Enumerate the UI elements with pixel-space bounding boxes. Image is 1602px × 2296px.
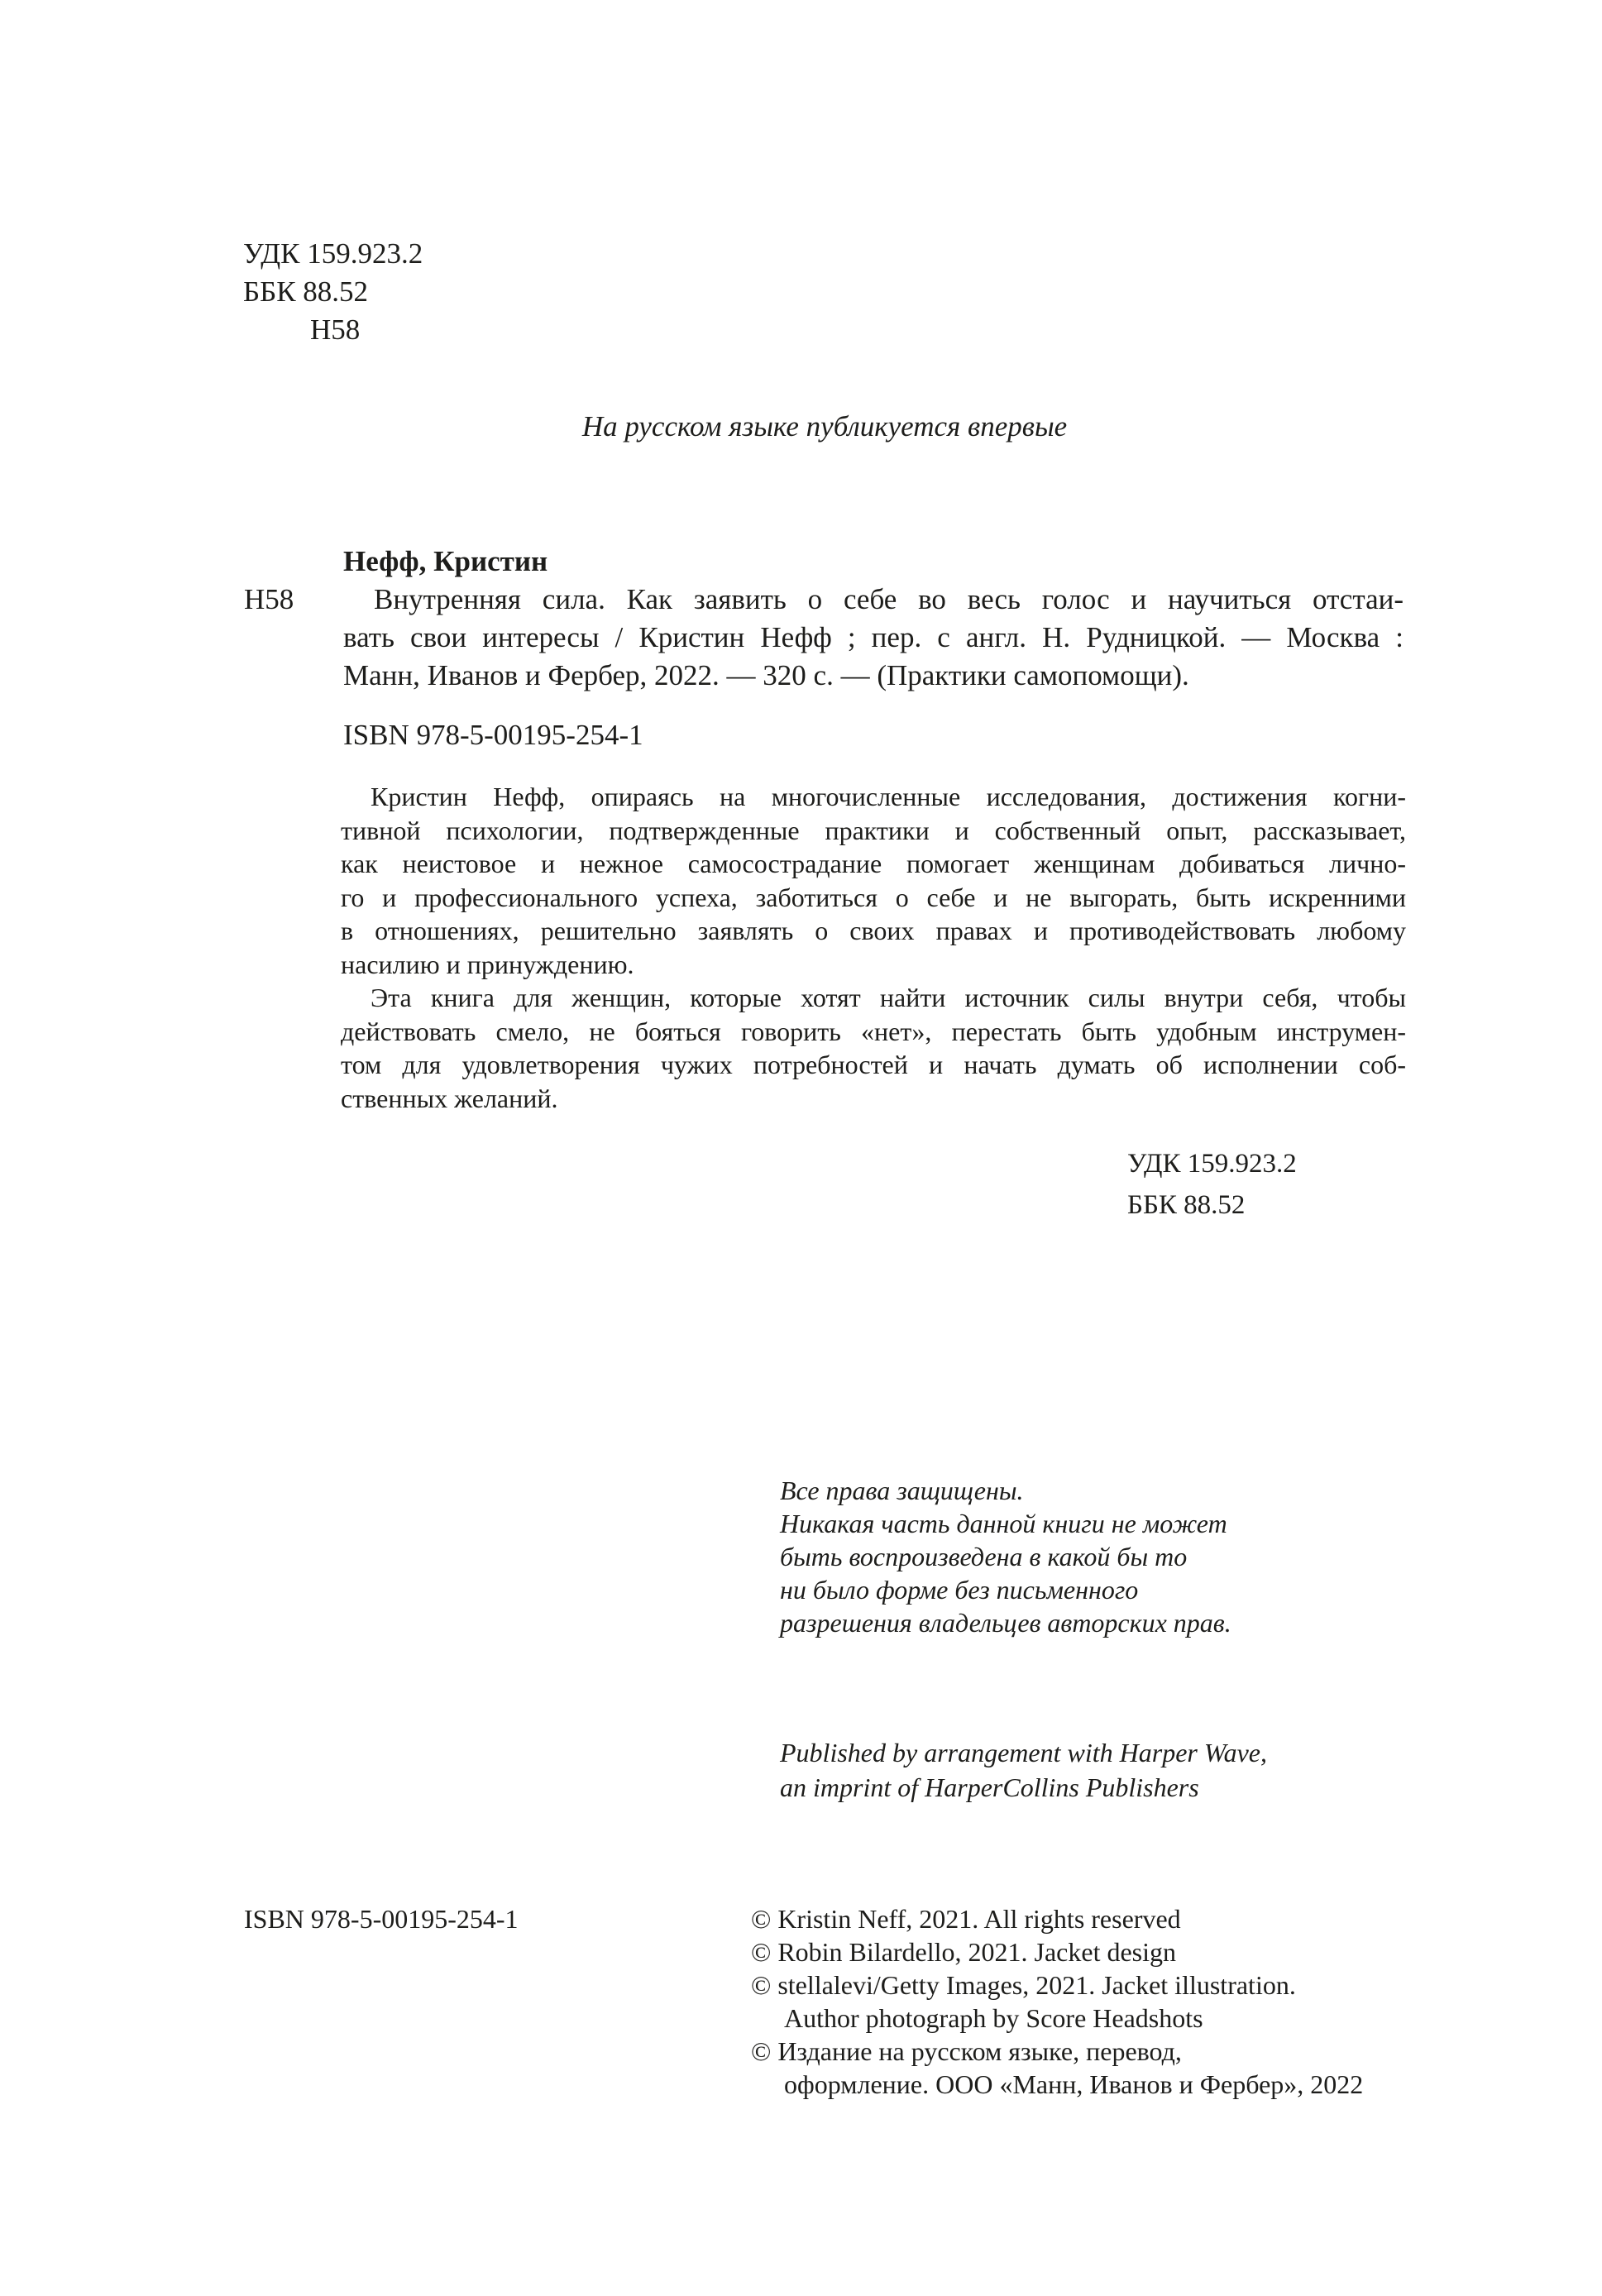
arrangement-line: an imprint of HarperCollins Publishers (780, 1772, 1199, 1802)
catalog-card-description-line: Манн, Иванов и Фербер, 2022. — 320 с. — (Практики самопомощи). (343, 659, 1189, 691)
annotation-paragraph-2 (341, 981, 1406, 1115)
first-publication-note: На русском языке публикуется впервые (581, 410, 1068, 442)
bottom-isbn: ISBN 978-5-00195-254-1 (244, 1904, 519, 1934)
arrangement-line: Published by arrangement with Harper Wave, (780, 1738, 1267, 1767)
classification-codes-repeat (1127, 1143, 1297, 1226)
catalog-card-description-line: Внутренняя сила. Как заявить о себе во весь голос и научиться отстаи- (374, 583, 1404, 615)
bbk-code: ББК 88.52 (243, 275, 369, 308)
catalog-card (244, 543, 1404, 754)
bbk-code-repeat: ББК 88.52 (1127, 1190, 1246, 1220)
annotation-line: том для удовлетворения чужих потребностей и начать думать об исполнении соб- (341, 1050, 1406, 1079)
udk-code: УДК 159.923.2 (243, 237, 423, 270)
rights-notice-line: ни было форме без письменного (780, 1575, 1139, 1605)
arrangement-notice (780, 1735, 1267, 1805)
annotation-line: в отношениях, решительно заявлять о своих правах и противодействовать любому (341, 916, 1406, 945)
annotation-paragraph-1 (341, 780, 1406, 981)
author-sign-code: Н58 (310, 313, 361, 346)
annotation (341, 780, 1406, 1115)
catalog-card-description-line: вать свои интересы / Кристин Нефф ; пер. с англ. Н. Рудницкой. — Москва : (343, 621, 1404, 653)
copyright-line-continuation: оформление. ООО «Манн, Иванов и Фербер», 2022 (784, 2069, 1364, 2099)
annotation-line: насилию и принуждению. (341, 949, 634, 979)
copyright-line: © Kristin Neff, 2021. All rights reserved (751, 1904, 1181, 1934)
annotation-line: Эта книга для женщин, которые хотят найти источник силы внутри себя, чтобы (371, 983, 1406, 1012)
copyright-line-continuation: Author photograph by Score Headshots (784, 2003, 1203, 2033)
annotation-line: как неистовое и нежное самосострадание помогает женщинам добиваться лично- (341, 849, 1406, 878)
rights-notice-line: разрешения владельцев авторских прав. (780, 1608, 1231, 1638)
annotation-line: го и профессионального успеха, заботиться о себе и не выгорать, быть искренними (341, 882, 1406, 912)
annotation-line: тивной психологии, подтвержденные практики и собственный опыт, рассказывает, (341, 815, 1406, 845)
copyright-block (751, 1902, 1595, 2101)
catalog-card-code-label: Н58 (244, 583, 294, 615)
rights-notice-line: Все права защищены. (780, 1476, 1024, 1505)
copyright-line: © Robin Bilardello, 2021. Jacket design (751, 1937, 1177, 1967)
annotation-line: действовать смело, не бояться говорить «нет», перестать быть удобным инструмен- (341, 1016, 1406, 1046)
rights-notice (780, 1474, 1231, 1639)
catalog-card-isbn: ISBN 978-5-00195-254-1 (343, 719, 643, 751)
rights-notice-line: быть воспроизведена в какой бы то (780, 1542, 1188, 1571)
udk-code-repeat: УДК 159.923.2 (1127, 1149, 1297, 1179)
catalog-card-author: Нефф, Кристин (343, 545, 548, 577)
annotation-line: Кристин Нефф, опираясь на многочисленные исследования, достижения когни- (371, 782, 1406, 811)
rights-notice-line: Никакая часть данной книги не может (780, 1509, 1227, 1538)
annotation-line: ственных желаний. (341, 1083, 558, 1113)
classification-codes (243, 235, 423, 349)
copyright-line: © stellalevi/Getty Images, 2021. Jacket illustration. (751, 1970, 1296, 2000)
copyright-line: © Издание на русском языке, перевод, (751, 2036, 1182, 2066)
